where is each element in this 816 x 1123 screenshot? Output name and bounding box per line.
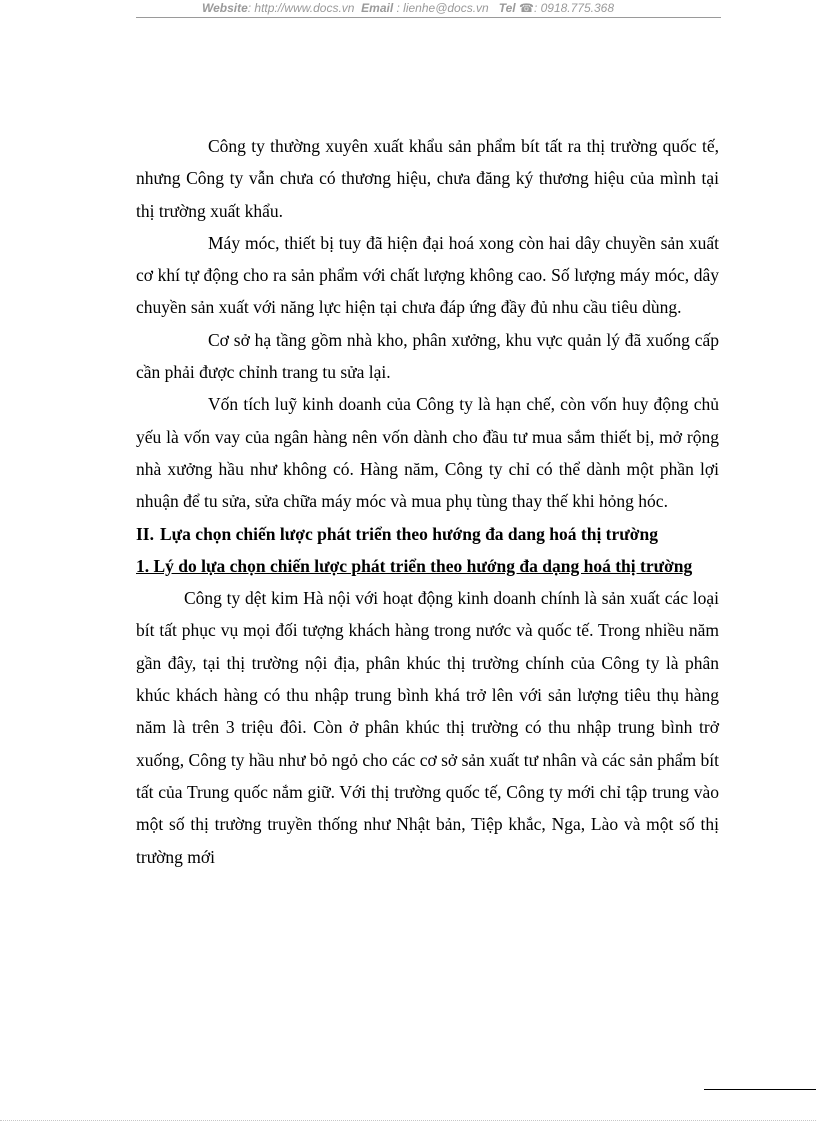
- paragraph-5: Công ty dệt kim Hà nội với hoạt động kinh doanh chính là sản xuất các loại bít tất phục vụ mọi đối tượng khách hàng trong nước và quốc tế. Trong nhiều năm gần đây, tại thị trường nội địa, phân khúc thị trường chính của Công ty là phân khúc khách hàng có thu nhập trung bình khá trở lên với sản lượng tiêu thụ hàng năm là trên 3 triệu đôi. Còn ở phân khúc thị trường có thu nhập trung bình trở xuống, Công ty hầu như bỏ ngỏ cho các cơ sở sản xuất tư nhân và các sản phẩm bít tất của Trung quốc nắm giữ. Với thị trường quốc tế, Công ty mới chỉ tập trung vào một số thị trường truyền thống như Nhật bản, Tiệp khắc, Nga, Lào và một số thị trường mới: [136, 588, 719, 867]
- paragraph-3: Cơ sở hạ tầng gồm nhà kho, phân xưởng, khu vực quản lý đã xuống cấp cần phải được chỉnh trang tu sửa lại.: [136, 329, 719, 383]
- header-divider: [136, 17, 721, 18]
- tel-value: ☎: 0918.775.368: [519, 1, 615, 15]
- paragraph-4: Vốn tích luỹ kinh doanh của Công ty là hạn chế, còn vốn huy động chủ yếu là vốn vay của ngân hàng nên vốn dành cho đầu tư mua sắm thiết bị, mở rộng nhà xưởng hầu như không có. Hàng năm, Công ty chỉ có thể dành một phần lợi nhuận để tu sửa, sửa chữa máy móc và mua phụ tùng thay thế khi hỏng hóc.: [136, 394, 719, 512]
- document-body: [136, 130, 719, 873]
- email-label: Email: [361, 1, 394, 15]
- page-header: [0, 0, 816, 16]
- paragraph-1: Công ty thường xuyên xuất khẩu sản phẩm bít tất ra thị trường quốc tế, nhưng Công ty vẫn chưa có thương hiệu, chưa đăng ký thương hiệu của mình tại thị trường xuất khẩu.: [136, 136, 719, 221]
- website-value[interactable]: : http://www.docs.vn: [247, 1, 355, 15]
- tel-label: Tel: [498, 1, 516, 15]
- footnote-divider: [704, 1089, 816, 1090]
- paragraph-2: Máy móc, thiết bị tuy đã hiện đại hoá xong còn hai dây chuyền sản xuất cơ khí tự động cho ra sản phẩm với chất lượng không cao. Số lượng máy móc, dây chuyền sản xuất với năng lực hiện tại chưa đáp ứng đầy đủ nhu cầu tiêu dùng.: [136, 232, 719, 318]
- section-heading: [136, 518, 719, 550]
- page-bottom-border: [0, 1120, 816, 1121]
- section-number: II.: [136, 523, 154, 544]
- subsection-heading: 1. Lý do lựa chọn chiến lược phát triển theo hướng đa dạng hoá thị trường: [136, 555, 693, 576]
- email-value[interactable]: : lienhe@docs.vn: [396, 1, 489, 15]
- section-title: Lựa chọn chiến lược phát triển theo hướng đa dang hoá thị trường: [160, 523, 658, 544]
- website-label: Website: [201, 1, 248, 15]
